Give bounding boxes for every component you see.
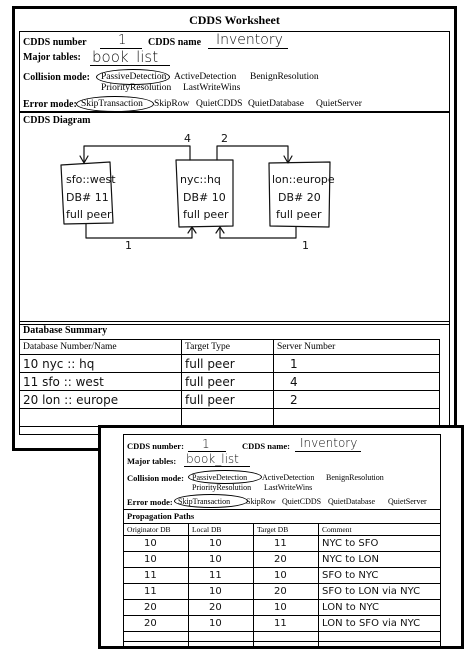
propagation-paths-title: Propagation Paths [127,511,195,521]
paths-header-local: Local DB [189,524,254,536]
section-divider [123,509,441,510]
cdds-worksheet-2 [98,425,464,649]
path-cell[interactable] [189,632,254,648]
collision-option-last-write-wins[interactable]: LastWriteWins [183,83,241,93]
path-cell[interactable]: 11 [254,616,319,632]
cdds-worksheet-1 [12,6,457,451]
node-lon-db: DB# 20 [278,191,321,204]
cdds-number-label: CDDS number: [127,441,184,451]
cdds-number-label: CDDS number [23,37,87,48]
path-cell[interactable]: 10 [124,536,189,552]
cdds-number-value[interactable]: 1 [202,437,210,451]
cdds-name-label: CDDS name [148,37,202,48]
collision-option-active-detection[interactable]: ActiveDetection [174,72,237,82]
summary-title: Database Summary [23,325,108,336]
major-tables-label: Major tables: [23,52,81,63]
path-cell[interactable]: NYC to LON [319,552,441,568]
collision-option-priority-resolution[interactable]: PriorityResolution [192,483,252,492]
table-row [124,616,441,632]
node-nyc-db: DB# 10 [183,191,226,204]
major-tables-label: Major tables: [127,456,177,466]
cdds-name-line [295,451,361,452]
summary-header-target: Target Type [182,340,274,355]
diagram-title: CDDS Diagram [23,115,91,126]
path-cell[interactable] [124,632,189,648]
node-nyc-name: nyc::hq [180,173,221,186]
path-cell[interactable]: 10 [124,552,189,568]
path-cell[interactable]: 10 [254,568,319,584]
node-sfo-type: full peer [66,208,112,221]
summary-cell[interactable]: full peer [182,373,274,391]
path-cell[interactable]: 11 [189,568,254,584]
summary-cell[interactable]: full peer [182,355,274,373]
paths-header-target: Target DB [254,524,319,536]
collision-option-benign-resolution[interactable]: BenignResolution [250,72,319,82]
table-row [20,409,440,427]
collision-option-passive-detection[interactable]: PassiveDetection [101,72,167,82]
path-cell[interactable]: LON to NYC [319,600,441,616]
path-cell[interactable]: 20 [189,600,254,616]
summary-cell[interactable]: 20 lon :: europe [20,391,182,409]
cdds-name-value[interactable]: Inventory [300,436,358,450]
major-tables-value[interactable]: book_list [186,452,239,466]
path-cell[interactable]: 20 [124,600,189,616]
worksheet-2-content [123,434,441,642]
error-mode-label: Error mode: [127,497,173,507]
error-option-quiet-server[interactable]: QuietServer [316,99,362,109]
arrow-label-bottom-left: 1 [125,239,132,252]
path-cell[interactable]: NYC to SFO [319,536,441,552]
error-option-skip-transaction[interactable]: SkipTransaction [178,497,231,506]
table-row [20,391,440,409]
path-cell[interactable]: SFO to LON via NYC [319,584,441,600]
propagation-paths-table [123,523,441,648]
table-row [124,584,441,600]
summary-table [19,339,440,427]
path-cell[interactable]: 20 [254,552,319,568]
collision-mode-label: Collision mode: [23,72,90,83]
summary-cell[interactable]: 10 nyc :: hq [20,355,182,373]
path-cell[interactable]: 10 [254,600,319,616]
summary-header-server: Server Number [274,340,440,355]
arrow-label-top-left: 4 [184,132,191,145]
error-option-quiet-database[interactable]: QuietDatabase [248,99,304,109]
error-mode-label: Error mode: [23,99,77,110]
summary-cell[interactable] [182,409,274,427]
path-cell[interactable]: 10 [189,584,254,600]
collision-option-passive-detection[interactable]: PassiveDetection [192,473,248,482]
path-cell[interactable]: 10 [189,552,254,568]
summary-cell[interactable]: 11 sfo :: west [20,373,182,391]
cdds-name-value[interactable]: Inventory [216,32,283,48]
node-lon-name: lon::europe [272,173,335,186]
path-cell[interactable]: 11 [254,536,319,552]
cdds-diagram-section [19,111,450,325]
node-nyc-type: full peer [183,208,229,221]
error-option-quiet-cdds[interactable]: QuietCDDS [282,497,322,506]
error-option-skip-row[interactable]: SkipRow [154,99,190,109]
table-row [20,373,440,391]
summary-header-db: Database Number/Name [20,340,182,355]
error-option-skip-row[interactable]: SkipRow [246,497,276,506]
path-cell[interactable]: 10 [189,616,254,632]
collision-mode-label: Collision mode: [127,473,184,483]
path-cell[interactable] [319,632,441,648]
table-row [124,536,441,552]
collision-option-priority-resolution[interactable]: PriorityResolution [101,83,172,93]
cdds-name-line [208,48,288,49]
collision-option-last-write-wins[interactable]: LastWriteWins [264,483,313,492]
arrow-sfo-to-nyc [86,224,192,238]
path-cell[interactable]: 11 [124,568,189,584]
table-row [124,568,441,584]
summary-cell[interactable]: 2 [274,391,440,409]
arrow-lon-to-nyc [220,227,296,238]
collision-option-benign-resolution[interactable]: BenignResolution [326,473,384,482]
error-option-quiet-database[interactable]: QuietDatabase [328,497,376,506]
path-cell[interactable] [254,632,319,648]
summary-cell[interactable]: full peer [182,391,274,409]
error-option-quiet-server[interactable]: QuietServer [388,497,427,506]
node-sfo-db: DB# 11 [66,191,109,204]
summary-cell[interactable]: 1 [274,355,440,373]
path-cell[interactable]: 10 [189,536,254,552]
table-row [124,600,441,616]
summary-cell[interactable]: 4 [274,373,440,391]
collision-option-active-detection[interactable]: ActiveDetection [262,473,315,482]
paths-header-comment: Comment [319,524,441,536]
table-row [124,632,441,648]
cdds-number-value[interactable]: 1 [118,33,127,48]
major-tables-line [184,466,250,467]
error-option-skip-transaction[interactable]: SkipTransaction [81,99,143,109]
major-tables-value[interactable]: book_list [92,48,159,66]
cdds-name-label: CDDS name: [242,441,290,451]
node-lon-type: full peer [276,208,322,221]
path-cell[interactable]: 11 [124,584,189,600]
summary-cell[interactable] [20,409,182,427]
header-section [19,31,450,113]
table-row [20,355,440,373]
node-sfo-name: sfo::west [66,173,116,186]
cdds-diagram [20,112,456,318]
summary-cell[interactable] [274,409,440,427]
path-cell[interactable]: LON to SFO via NYC [319,616,441,632]
database-summary-section [19,321,450,435]
path-cell[interactable]: SFO to NYC [319,568,441,584]
path-cell[interactable]: 20 [124,616,189,632]
arrow-label-bottom-right: 1 [302,239,309,252]
arrow-label-top-right: 2 [221,132,228,145]
path-cell[interactable]: 20 [254,584,319,600]
error-option-quiet-cdds[interactable]: QuietCDDS [196,99,243,109]
paths-header-originator: Originator DB [124,524,189,536]
arrow-nyc-to-sfo [84,146,190,162]
worksheet-title: CDDS Worksheet [189,13,280,27]
table-row [124,552,441,568]
